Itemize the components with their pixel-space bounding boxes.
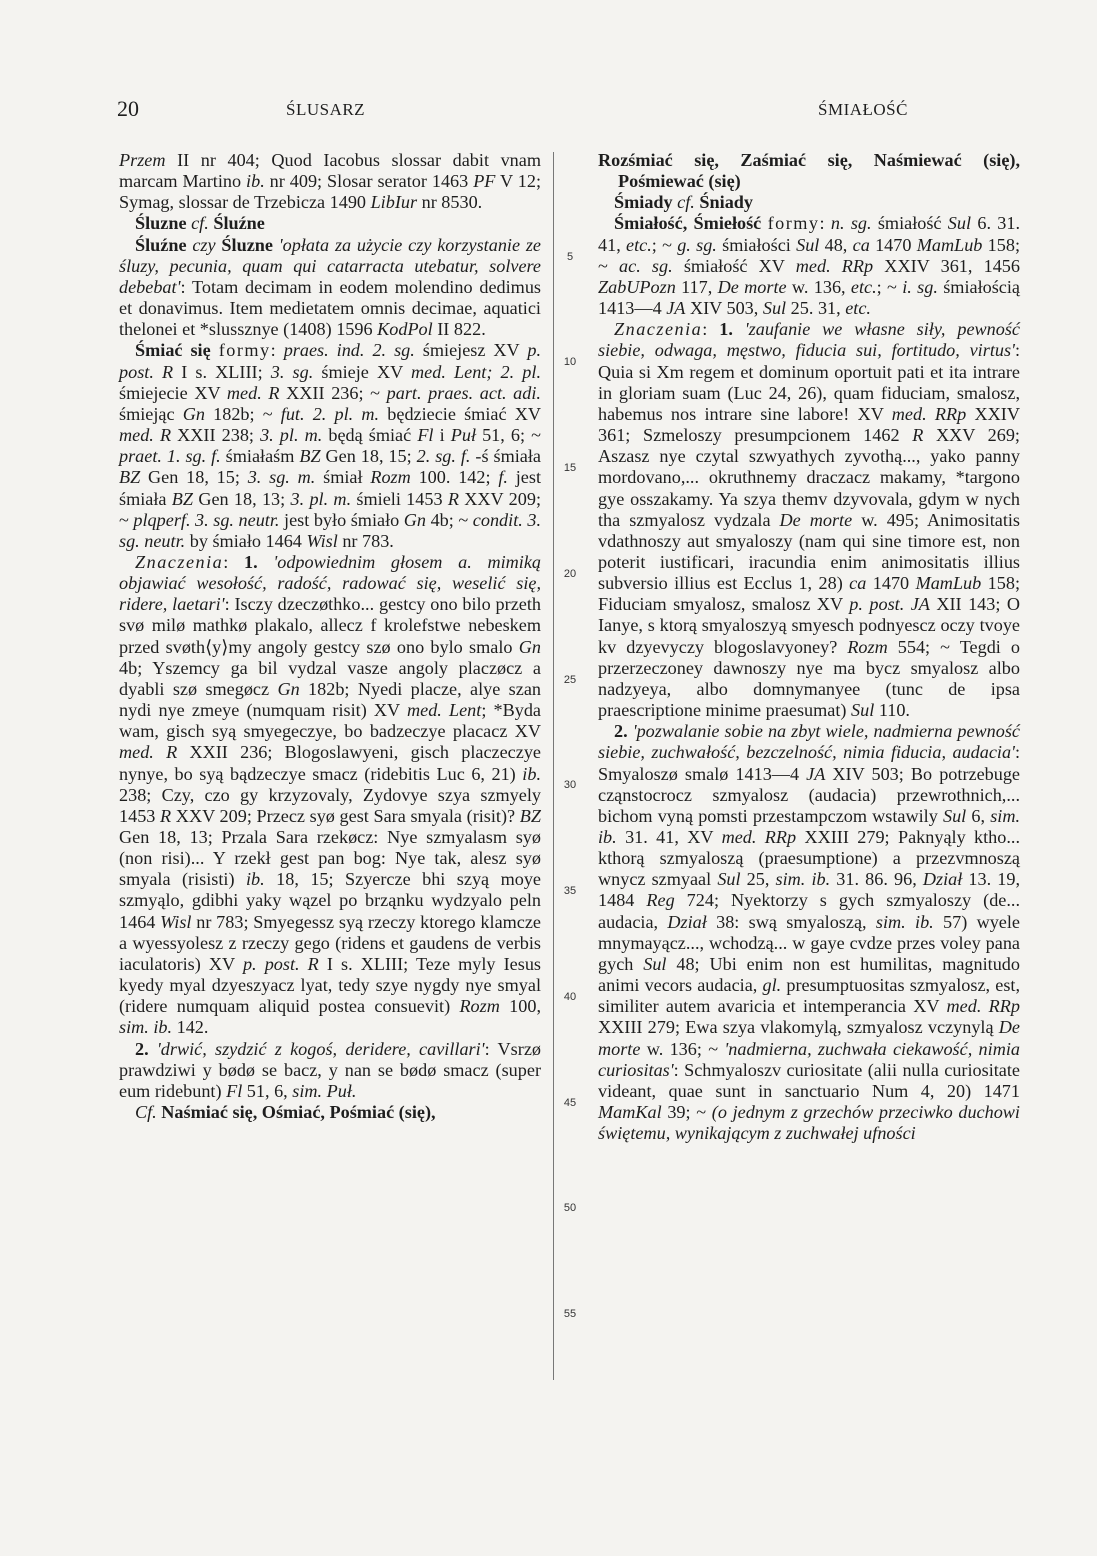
text-run: 25. 31,: [786, 298, 846, 319]
text-run: De morte: [717, 276, 787, 297]
text-run: Sul: [942, 805, 967, 826]
text-run: 13. 19, 1484: [598, 869, 1021, 911]
text-run: :: [702, 319, 720, 340]
text-run: Gen 18, 13; Przala Sara rzekøcz: Nye szmyalasm syø (non risi)... Y rzekł gest pan bog: Nye tak, alesz syø smyala (risisti): [119, 827, 541, 890]
text-run: :: [819, 213, 831, 234]
text-run: ib.: [246, 171, 265, 192]
line-number: 55: [563, 1308, 577, 1320]
text-run: ZabUPozn: [598, 276, 676, 297]
text-run: n. sg.: [830, 213, 872, 234]
text-run: XIV 503; Bo potrzebuge cząnstocrocz szmyalosz (audacia) przewrothnich,... bichom vyną pomsti przestampczom wstawily: [598, 763, 1020, 826]
text-run: Znaczenia: [614, 319, 703, 340]
line-number: 30: [563, 779, 577, 792]
text-run: LibIur: [370, 192, 418, 213]
text-run: XXIV 361; Szmeloszy presumpcionem 1462: [598, 403, 1020, 446]
text-run: śmiałaśm: [220, 446, 300, 467]
text-run: Śluzne: [135, 213, 187, 234]
text-run: 1.: [244, 551, 258, 572]
text-run: De morte: [598, 1017, 1020, 1059]
text-run: ac. sg.: [619, 255, 673, 276]
text-run: 110.: [874, 700, 910, 721]
text-run: med. Lent; 2. pl.: [411, 361, 541, 382]
text-run: condit. 3. sg. neutr.: [119, 509, 541, 551]
text-run: Sul: [947, 213, 972, 234]
text-run: 1.: [719, 319, 733, 340]
right-column: [598, 150, 1020, 1144]
text-run: nr 409; Slosar serator 1463: [264, 171, 474, 192]
text-run: KodPol: [377, 319, 433, 340]
text-run: śmiejąc: [119, 403, 183, 424]
text-run: Fl: [417, 425, 434, 446]
text-run: śmiałością 1413—4: [598, 276, 1020, 319]
text-run: Gn: [403, 509, 427, 530]
text-run: śmieli 1453: [351, 488, 448, 509]
text-run: praet. 1. sg. f.: [119, 446, 221, 467]
text-run: 25,: [740, 869, 776, 890]
text-run: 2.: [135, 1038, 149, 1059]
text-run: 'nadmierna, zuchwała ciekawość, nimia curiositas': [598, 1038, 1020, 1080]
text-run: będą śmiać: [322, 425, 418, 446]
text-run: Rozm: [847, 636, 888, 657]
page-number: 20: [117, 96, 139, 121]
text-run: 48; Ubi enim non est humilitas, magnitudo animi vecors audacia,: [598, 953, 1020, 996]
text-run: g. sg.: [677, 234, 717, 255]
text-run: plqperf. 3. sg. neutr.: [133, 509, 280, 530]
text-run: fut. 2. pl. m.: [280, 403, 380, 424]
line-number: 40: [563, 990, 577, 1003]
text-run: 51, 6,: [242, 1080, 293, 1101]
text-run: f.: [498, 467, 508, 488]
text-run: śmiejecie XV: [119, 382, 227, 403]
text-run: [211, 340, 219, 360]
text-run: 39; ~: [661, 1102, 712, 1123]
text-run: JA: [806, 763, 826, 784]
text-run: XXIII 279; Paknyąly ktho... kthorą szmyaloszą (praesumptione) a przezvmnoszą wnycz szmyaal: [598, 827, 1020, 890]
line-number: 5: [566, 250, 574, 263]
text-run: Gen 18, 13;: [193, 488, 291, 509]
text-run: BZ: [119, 467, 141, 488]
text-run: formy: [767, 213, 820, 234]
text-run: 100,: [499, 996, 541, 1017]
text-run: śmieje XV: [313, 361, 412, 382]
text-run: 2. sg. f.: [416, 446, 471, 467]
text-run: 'drwić, szydzić z kogoś, deridere, cavillari': [156, 1038, 485, 1059]
text-run: p. post. JA: [849, 594, 930, 615]
text-run: Rozm: [459, 996, 500, 1017]
entry-paragraph: [598, 319, 1020, 721]
line-number: 20: [563, 567, 577, 580]
text-run: 724; Nyektorzy s gych szmyaloszy (de... audacia,: [598, 890, 1020, 932]
text-run: XXIII 279; Ewa szya vlakomylą, szmyalosz vczynylą: [598, 1017, 999, 1038]
text-run: 100. 142;: [410, 467, 499, 488]
entry-paragraph: [598, 721, 1020, 1144]
text-run: XIV 503,: [685, 298, 763, 319]
text-run: 'pozwalanie sobie na zbyt wiele, nadmierna pewność siebie, zuchwałość, bezczelność, nimia fiducia, audacia': [598, 721, 1021, 763]
text-run: w. 136,: [786, 276, 851, 297]
text-run: MamKal: [598, 1102, 662, 1123]
text-run: MamLub: [915, 573, 982, 594]
text-run: 158; Fiduciam smyalosz, smalosz XV: [598, 573, 1021, 615]
line-number: 35: [563, 885, 577, 897]
line-number: 15: [563, 462, 577, 474]
text-run: med. Lent: [406, 700, 482, 721]
text-run: ib.: [522, 763, 541, 784]
text-run: 158; ~: [598, 234, 1021, 276]
text-run: I s. XLIII; Teze myly Iesus kyedy myal dzyeszyacz lyat, tedy szye nygdy nye smyal (ridere numquam aliquid postea consuevit): [119, 953, 541, 1017]
text-run: Puł: [450, 425, 476, 446]
text-run: XXV 209; Przecz syø gest Sara smyala (risit)?: [171, 805, 520, 826]
text-run: med. R: [119, 742, 178, 763]
text-run: 182b; Nyedi placze, alye szan nydi nye zmeye (numquam risit) XV: [119, 678, 542, 721]
text-run: Rozm: [370, 467, 411, 488]
text-run: 'zaufanie we własne siły, pewność siebie, odwaga, męstwo, fiducia sui, fortitudo, virtus': [598, 319, 1020, 361]
text-run: Śmiałość, Śmiełość: [614, 213, 762, 234]
text-run: 1470: [866, 573, 916, 594]
text-run: i: [433, 425, 451, 446]
text-run: Śluźne: [135, 234, 187, 255]
text-run: med. R: [119, 425, 172, 446]
text-run: 4b; Yszemcy ga bil vydzal vasze angoly placzøcz a dyabli szø smegøcz: [119, 657, 541, 699]
text-run: Dział: [667, 911, 707, 932]
text-run: R: [912, 425, 924, 446]
text-run: śmiałość XV: [672, 255, 796, 276]
text-run: :: [223, 551, 245, 572]
text-run: 'opłata za użycie czy korzystanie ze śluzy, pecunia, quam qui catarracta utebatur, solvere debebat': [119, 234, 542, 297]
text-run: p. post. R: [119, 340, 541, 382]
text-run: czy: [192, 234, 216, 255]
text-run: med. RRp: [795, 255, 874, 276]
left-running-head: ŚLUSARZ: [286, 100, 366, 119]
text-run: 117,: [675, 276, 718, 297]
text-run: Fl: [226, 1080, 243, 1101]
text-run: med. RRp: [891, 403, 967, 424]
text-run: :: [270, 340, 284, 361]
right-running-head: ŚMIAŁOŚĆ: [818, 100, 908, 119]
text-run: ib.: [245, 869, 265, 890]
column-divider: [553, 152, 554, 1380]
text-run: [149, 1039, 157, 1059]
text-run: gl.: [762, 975, 782, 996]
text-run: Wisl: [160, 911, 192, 932]
text-run: Przem: [119, 150, 166, 170]
text-run: Wisl: [306, 530, 338, 551]
text-run: MamLub: [916, 234, 983, 255]
text-run: sim. ib.: [598, 805, 1020, 847]
text-run: Gn: [182, 403, 205, 424]
text-run: part. praes. act. adi.: [386, 382, 541, 403]
text-run: med. RRp: [721, 827, 797, 847]
text-run: Śluzne: [221, 234, 273, 255]
text-run: by śmiało 1464: [185, 530, 307, 551]
text-run: BZ: [171, 488, 194, 509]
text-run: p. post. R: [242, 953, 319, 974]
text-run: 57) wyele mnymayącz..., wchodzą... w gaye cvdze przes voley pana gych: [598, 911, 1021, 974]
text-run: sim. Puł.: [292, 1080, 357, 1101]
text-run: śmiałość: [871, 213, 948, 234]
text-run: -ś śmiała: [470, 446, 541, 467]
text-run: : Isczy dzeczøthko... gestcy ono bilo przeth svø milø mathkø plakalo, allecz f krolefstwe nebeskem przed svøth⟨y⟩my angoly gestcy szø ono bylo smalo: [119, 594, 541, 657]
text-run: będziecie śmiać XV: [379, 403, 541, 424]
text-run: cf.: [191, 213, 209, 234]
text-run: XXII 238;: [171, 425, 261, 446]
entry-paragraph: [119, 340, 541, 552]
text-run: sim. ib.: [775, 869, 831, 890]
text-run: 38: swą smyaloszą,: [706, 911, 876, 932]
entry-paragraph: [119, 552, 541, 1039]
entry-paragraph: [598, 192, 1020, 213]
text-run: ; *Byda wam, gisch syą smyegeczye, bo badzeczye placacz XV: [119, 700, 541, 742]
text-run: Naśmiać się, Ośmiać, Pośmiać (się),: [161, 1102, 436, 1123]
text-run: ca: [852, 234, 870, 255]
text-run: sim. ib.: [119, 1017, 173, 1038]
text-run: : Vsrzø prawdziwi y bødø se bacz, y nan se bødø smacz (super eum ridebunt): [119, 1038, 541, 1101]
text-run: Gn: [518, 636, 541, 657]
text-run: XXV 269; Aszasz nye czytal szwyathych zyvothą..., yako panny mordovano,... okruthnemy draczacz makamy, *targono gye osszakamy. Ya szya themv dzyvovala, gdym w nych tha szmyalosz vydzala: [598, 425, 1020, 530]
text-run: 238; Czy, czo gy krzyzovaly, Zydovye szya szmyely 1453: [119, 784, 541, 826]
text-run: Śmiady: [614, 192, 673, 213]
text-run: I s. XLIII;: [173, 361, 271, 382]
text-run: 18, 15; Szyercze bhi szyą moye szmyąlo, gdibhi yaky wązel po brząnku wydzyalo peln 1464: [119, 869, 541, 932]
line-number: 45: [563, 1096, 577, 1109]
text-run: 3. sg. m.: [247, 467, 316, 488]
text-run: Sul: [643, 953, 667, 974]
text-run: 1470: [869, 234, 917, 255]
text-run: 31. 86. 96,: [830, 869, 923, 890]
text-run: w. 136; ~: [640, 1038, 725, 1059]
entry-paragraph: [598, 213, 1020, 319]
text-run: Sul: [851, 700, 875, 721]
text-run: formy: [218, 340, 271, 361]
text-run: XII 143; O Ianye, s ktorą smyaloszyą smyesch podnyescz oczy tvoye kv dzyevyczy blogoslavyoney?: [598, 594, 1020, 657]
text-run: 31. 41, XV: [616, 827, 722, 847]
text-run: ; ~: [651, 234, 678, 255]
text-run: De morte: [779, 509, 853, 530]
text-run: XXII 236; Blogoslawyeni, gisch placzeczye nynye, bo syą bądzeczye smacz (ridebitis Luc 6, 21): [119, 742, 541, 784]
text-run: II 822.: [432, 319, 486, 340]
text-run: etc.: [845, 298, 871, 319]
entry-paragraph: [119, 1039, 541, 1102]
text-run: BZ: [519, 805, 541, 826]
entry-paragraph: [119, 235, 541, 341]
text-run: : Quia si Xm regem et dominum oportuit pati et ita intrare in gloriam suam (Luc 24, 26), quam fiduciam, smalosz, habemus nos intrare sine labore! XV: [598, 340, 1020, 424]
entry-paragraph: [119, 213, 541, 234]
line-number: 50: [563, 1202, 577, 1215]
text-run: : Schmyaloszv curiositate (alii nulla curiositate videant, quae sunt in sanctuario Num 4, 20) 1471: [598, 1059, 1020, 1101]
text-run: sim. ib.: [875, 911, 934, 932]
text-run: 3. pl. m.: [290, 488, 352, 509]
text-run: : Smyaloszø smalø 1413—4: [598, 742, 1020, 784]
entry-paragraph: [119, 150, 541, 213]
text-run: w. 495; Animositatis vdathnoszy aut smyaloszy (nam qui sine timore est, non poterit iustificari, iracundia enim animositatis illius subversio illius est Ecclus 1, 28): [598, 509, 1021, 594]
text-run: 4b; ~: [426, 509, 473, 530]
text-run: nr 783; Smyegessz syą rzeczy ktorego klamcze a wyessyolesz z rzeczy gego (ridens et gaudens de verbis iaculatoris) XV: [119, 911, 542, 974]
text-run: XXIV 361, 1456: [873, 255, 1020, 276]
line-number: 10: [563, 356, 577, 369]
text-run: Dział: [922, 869, 963, 890]
entry-paragraph: [119, 1102, 541, 1123]
text-run: śmiałości: [716, 234, 797, 255]
text-run: 3. sg.: [270, 361, 314, 382]
text-run: i. sg.: [902, 276, 938, 297]
text-run: XXII 236; ~: [279, 382, 387, 403]
text-run: BZ: [299, 446, 321, 467]
text-run: (o jednym z grzechów przeciwko duchowi świętemu, wynikającym z zuchwałej ufności: [598, 1102, 1020, 1144]
text-run: V 12; Symag, slossar de Trzebicza 1490: [119, 171, 542, 213]
text-run: R: [447, 488, 459, 509]
text-run: XXV 209; ~: [119, 488, 541, 530]
text-run: 182b; ~: [204, 403, 281, 424]
text-run: 2.: [614, 721, 628, 742]
text-run: śmiał: [315, 467, 371, 488]
text-run: Sul: [717, 869, 741, 890]
text-run: 3. pl. m.: [260, 425, 323, 446]
text-run: Sul: [796, 234, 820, 255]
text-run: 142.: [172, 1017, 209, 1038]
text-run: Gn: [277, 678, 300, 699]
text-run: [733, 319, 745, 339]
text-run: śmiejesz XV: [414, 340, 528, 361]
text-run: [258, 552, 274, 572]
text-run: 48,: [819, 234, 853, 255]
text-run: Cf.: [135, 1102, 157, 1123]
text-run: PF: [473, 171, 496, 192]
text-run: praes. ind. 2. sg.: [283, 340, 415, 361]
text-run: Śmiać się: [135, 340, 211, 361]
text-run: Reg: [646, 890, 675, 911]
entry-paragraph: [598, 150, 1020, 192]
text-run: med. RRp: [946, 996, 1020, 1017]
text-run: 6. 31. 41,: [598, 213, 1021, 255]
text-run: Gen 18, 15;: [320, 446, 417, 467]
text-run: II nr 404; Quod Iacobus slossar dabit vnam marcam Martino: [119, 150, 541, 192]
text-run: 'odpowiednim głosem a. mimiką objawiać wesołość, radość, radować się, weselić się, ridere, laetari': [119, 551, 541, 615]
text-run: ; ~: [876, 276, 903, 297]
text-run: 6,: [966, 805, 991, 826]
text-run: 51, 6; ~: [476, 425, 541, 446]
text-run: etc.: [850, 276, 877, 297]
text-run: presumptuositas szmyalosz, est, similiter autem avaricia et intemperancia XV: [598, 975, 1020, 1017]
text-run: med. R: [226, 382, 280, 403]
text-run: jest śmiała: [119, 467, 541, 509]
text-run: nr 783.: [337, 530, 394, 551]
text-run: JA: [666, 298, 686, 319]
text-run: Sul: [762, 298, 787, 319]
text-run: jest było śmiało: [279, 509, 404, 530]
text-run: Śluźne: [213, 213, 265, 234]
text-run: nr 8530.: [417, 192, 483, 213]
line-number: 25: [563, 673, 577, 686]
text-run: Znaczenia: [135, 551, 224, 572]
text-run: R: [160, 805, 172, 826]
text-run: 554; ~ Tegdi o przerzeczoney dawnoszy nye ma bycz smyalosz albo nadzyeya, albo domnymanyee (tunc de ipsa praescriptione minime praesumat): [598, 636, 1020, 721]
text-run: Śniady: [699, 192, 753, 213]
text-run: cf.: [677, 192, 695, 213]
left-column: [119, 150, 541, 1123]
text-run: Rozśmiać się, Zaśmiać się, Naśmiewać (się), Pośmiewać (się): [598, 150, 1020, 192]
text-run: Gen 18, 15;: [140, 467, 248, 488]
text-run: etc.: [626, 234, 652, 255]
text-run: : Totam decimam in eodem molendino dedimus et donavimus. Item medietatem omnis decimae, aquatici thelonei et *slussznye (1408) 1596: [119, 276, 541, 340]
text-run: ca: [849, 573, 867, 594]
running-header: [0, 96, 1097, 128]
